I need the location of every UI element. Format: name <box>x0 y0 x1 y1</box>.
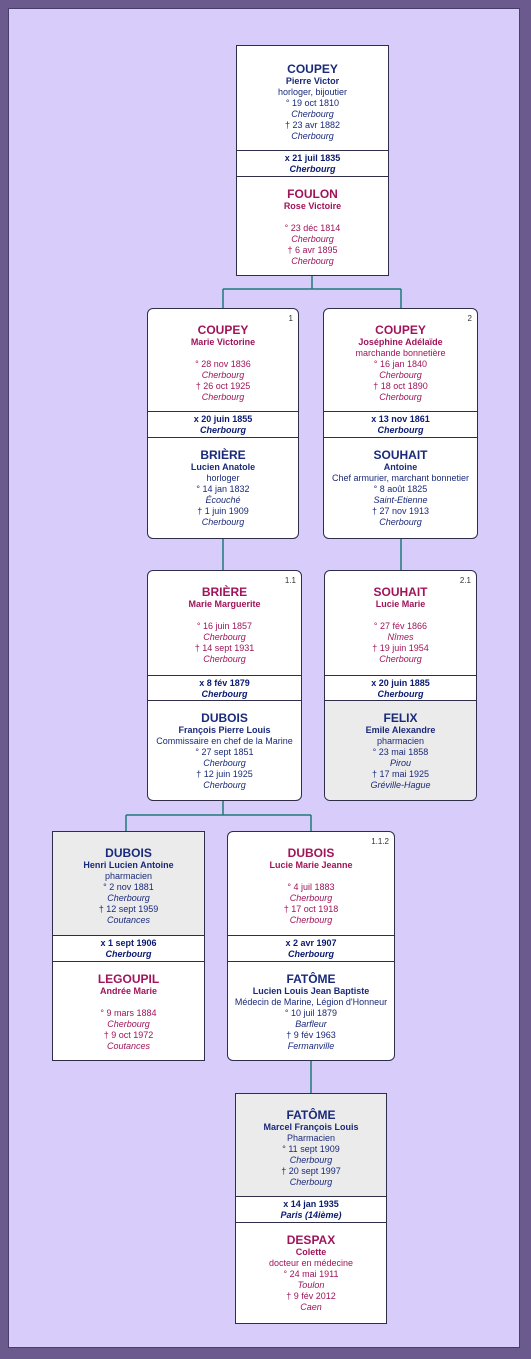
person-occupation <box>148 348 298 359</box>
spouse-birth-place: Cherbourg <box>203 758 246 768</box>
person-death-place: Cherbourg <box>291 131 334 141</box>
person-surname: COUPEY <box>197 323 249 337</box>
person-given-names: Marie Marguerite <box>188 599 261 609</box>
spouse-birth: ° 27 sept 1851 <box>195 747 254 757</box>
marriage-block <box>324 411 477 438</box>
person-birth: ° 4 juil 1883 <box>287 882 335 892</box>
spouse-block <box>53 962 204 1060</box>
spouse-given-names: Andrée Marie <box>99 986 158 996</box>
spouse-occupation: docteur en médecine <box>268 1258 354 1268</box>
spouse-occupation: horloger <box>206 473 240 483</box>
family-box-2-1[interactable] <box>324 570 477 801</box>
person-occupation <box>228 871 394 882</box>
family-box-1[interactable] <box>147 308 299 539</box>
person-death-place: Cherbourg <box>289 915 333 925</box>
marriage-date: x 8 fév 1879 <box>199 678 250 688</box>
spouse-death-place: Gréville-Hague <box>370 780 431 790</box>
descendant-number: 1.1 <box>284 576 296 585</box>
person-occupation <box>148 610 301 621</box>
marriage-date: x 1 sept 1906 <box>100 938 157 948</box>
spouse-block <box>148 701 301 800</box>
spouse-block <box>237 177 388 275</box>
spouse-given-names: François Pierre Louis <box>178 725 271 735</box>
marriage-block <box>237 150 388 177</box>
marriage-date: x 21 juil 1835 <box>284 153 341 163</box>
spouse-occupation: pharmacien <box>376 736 425 746</box>
person-birth-place: Cherbourg <box>107 893 150 903</box>
spouse-surname: FOULON <box>287 187 338 201</box>
person-death: † 17 oct 1918 <box>283 904 339 914</box>
spouse-surname: FELIX <box>383 711 418 725</box>
person-block <box>324 309 477 411</box>
spouse-birth: ° 24 mai 1911 <box>283 1269 339 1279</box>
person-birth: ° 27 fév 1866 <box>373 621 428 631</box>
person-block <box>228 832 394 935</box>
person-block <box>148 309 298 411</box>
family-box-0[interactable] <box>236 45 389 276</box>
person-death: † 18 oct 1890 <box>373 381 428 391</box>
person-death-place: Coutances <box>106 915 151 925</box>
spouse-birth-place: Cherbourg <box>107 1019 150 1029</box>
person-birth: ° 28 nov 1836 <box>195 359 251 369</box>
spouse-birth: ° 9 mars 1884 <box>100 1008 157 1018</box>
spouse-surname: DESPAX <box>286 1233 336 1247</box>
spouse-birth-place: Pirou <box>389 758 411 768</box>
marriage-date: x 13 nov 1861 <box>371 414 430 424</box>
person-block <box>148 571 301 675</box>
descendant-number: 2.1 <box>459 576 471 585</box>
spouse-birth-place: Toulon <box>297 1280 325 1290</box>
person-birth-place: Nîmes <box>387 632 414 642</box>
person-surname: BRIÈRE <box>201 585 248 599</box>
spouse-block <box>228 962 394 1060</box>
person-death: † 12 sept 1959 <box>98 904 159 914</box>
spouse-occupation <box>53 997 204 1008</box>
spouse-death: † 9 fév 1963 <box>286 1030 336 1040</box>
marriage-block <box>236 1196 386 1223</box>
spouse-death-place: Cherbourg <box>203 780 246 790</box>
spouse-birth-place: Saint-Etienne <box>373 495 428 505</box>
descendant-number: 2 <box>467 314 472 323</box>
person-birth-place: Cherbourg <box>201 370 245 380</box>
spouse-birth: ° 23 déc 1814 <box>284 223 341 233</box>
person-death: † 14 sept 1931 <box>194 643 255 653</box>
person-block <box>236 1094 386 1196</box>
person-occupation: horloger, bijoutier <box>277 87 348 97</box>
person-death-place: Cherbourg <box>201 392 245 402</box>
person-surname: DUBOIS <box>287 846 335 860</box>
spouse-surname: LEGOUPIL <box>97 972 160 986</box>
marriage-date: x 20 juin 1855 <box>193 414 253 424</box>
spouse-death: † 1 juin 1909 <box>197 506 249 516</box>
spouse-death: † 17 mai 1925 <box>371 769 430 779</box>
person-occupation: Pharmacien <box>286 1133 336 1143</box>
person-death: † 19 juin 1954 <box>372 643 429 653</box>
person-occupation: marchande bonnetière <box>355 348 446 358</box>
family-box-1-1-2-1[interactable] <box>235 1093 387 1324</box>
person-birth-place: Cherbourg <box>291 109 334 119</box>
spouse-death-place: Fermanville <box>287 1041 335 1051</box>
family-box-1-1-1[interactable] <box>52 831 205 1061</box>
spouse-birth: ° 10 juil 1879 <box>284 1008 338 1018</box>
marriage-date: x 14 jan 1935 <box>283 1199 339 1209</box>
marriage-place: Cherbourg <box>377 425 424 435</box>
person-birth: ° 19 oct 1810 <box>285 98 340 108</box>
descendant-number: 1 <box>288 314 293 323</box>
person-occupation <box>325 610 476 621</box>
spouse-death: † 9 oct 1972 <box>103 1030 154 1040</box>
spouse-given-names: Emile Alexandre <box>365 725 436 735</box>
spouse-occupation: Commissaire en chef de la Marine <box>156 736 293 746</box>
marriage-place: Paris (14ième) <box>280 1210 342 1220</box>
spouse-death-place: Cherbourg <box>201 517 245 527</box>
spouse-birth: ° 23 mai 1858 <box>372 747 429 757</box>
spouse-block <box>325 701 476 800</box>
spouse-birth: ° 8 août 1825 <box>373 484 428 494</box>
spouse-death: † 6 avr 1895 <box>287 245 338 255</box>
person-given-names: Joséphine Adélaïde <box>358 337 443 347</box>
spouse-given-names: Antoine <box>383 462 418 472</box>
person-death: † 23 avr 1882 <box>284 120 341 130</box>
connector-11-children <box>126 800 311 831</box>
spouse-given-names: Rose Victoire <box>283 201 342 211</box>
person-given-names: Lucie Marie <box>375 599 426 609</box>
spouse-death-place: Caen <box>300 1302 322 1312</box>
marriage-place: Cherbourg <box>201 689 248 699</box>
person-surname: COUPEY <box>375 323 426 337</box>
marriage-place: Cherbourg <box>288 949 334 959</box>
spouse-birth: ° 14 jan 1832 <box>196 484 250 494</box>
marriage-place: Cherbourg <box>377 689 424 699</box>
person-birth-place: Cherbourg <box>289 1155 333 1165</box>
person-death-place: Cherbourg <box>289 1177 333 1187</box>
spouse-occupation: Chef armurier, marchant bonnetier <box>331 473 470 483</box>
marriage-block <box>148 411 298 438</box>
person-death: † 26 oct 1925 <box>195 381 251 391</box>
spouse-surname: BRIÈRE <box>200 448 246 462</box>
person-given-names: Henri Lucien Antoine <box>83 860 174 870</box>
descendant-number: 1.1.2 <box>371 837 389 846</box>
person-given-names: Marie Victorine <box>190 337 256 347</box>
marriage-block <box>53 935 204 962</box>
person-surname: SOUHAIT <box>373 585 428 599</box>
spouse-block <box>324 438 477 538</box>
spouse-surname: SOUHAIT <box>373 448 428 462</box>
spouse-death: † 27 nov 1913 <box>371 506 430 516</box>
person-birth: ° 2 nov 1881 <box>103 882 154 892</box>
spouse-occupation <box>237 212 388 223</box>
person-surname: DUBOIS <box>105 846 152 860</box>
person-birth-place: Cherbourg <box>379 370 422 380</box>
marriage-place: Cherbourg <box>289 164 336 174</box>
marriage-place: Cherbourg <box>105 949 152 959</box>
spouse-birth-place: Barfleur <box>295 1019 327 1029</box>
spouse-surname: DUBOIS <box>201 711 248 725</box>
spouse-occupation: Médecin de Marine, Légion d'Honneur <box>234 997 388 1007</box>
spouse-block <box>236 1223 386 1323</box>
marriage-place: Cherbourg <box>200 425 246 435</box>
person-given-names: Pierre Victor <box>285 76 340 86</box>
marriage-block <box>148 675 301 701</box>
person-death-place: Cherbourg <box>379 654 422 664</box>
spouse-birth-place: Écouché <box>205 495 241 505</box>
person-birth: ° 16 jan 1840 <box>373 359 428 369</box>
family-box-2[interactable] <box>323 308 478 539</box>
person-block <box>325 571 476 675</box>
marriage-date: x 20 juin 1885 <box>371 678 430 688</box>
spouse-birth-place: Cherbourg <box>291 234 334 244</box>
spouse-surname: FATÔME <box>286 972 336 986</box>
person-surname: FATÔME <box>286 1108 336 1122</box>
person-birth-place: Cherbourg <box>203 632 246 642</box>
person-death-place: Cherbourg <box>203 654 246 664</box>
marriage-block <box>325 675 476 701</box>
person-death: † 20 sept 1997 <box>281 1166 341 1176</box>
marriage-block <box>228 935 394 962</box>
person-block <box>237 46 388 150</box>
marriage-date: x 2 avr 1907 <box>285 938 337 948</box>
person-birth: ° 16 juin 1857 <box>196 621 253 631</box>
spouse-death: † 9 fév 2012 <box>286 1291 336 1301</box>
connector-0-children <box>223 275 401 308</box>
family-box-1-1[interactable] <box>147 570 302 801</box>
spouse-death: † 12 juin 1925 <box>196 769 253 779</box>
person-occupation: pharmacien <box>104 871 153 881</box>
spouse-given-names: Colette <box>295 1247 327 1257</box>
person-surname: COUPEY <box>287 62 338 76</box>
spouse-death-place: Coutances <box>106 1041 151 1051</box>
family-box-1-1-2[interactable] <box>227 831 395 1061</box>
spouse-death-place: Cherbourg <box>291 256 334 266</box>
spouse-block <box>148 438 298 538</box>
spouse-given-names: Lucien Anatole <box>190 462 256 472</box>
spouse-death-place: Cherbourg <box>379 517 422 527</box>
person-death-place: Cherbourg <box>379 392 422 402</box>
person-birth: ° 11 sept 1909 <box>282 1144 340 1154</box>
person-given-names: Marcel François Louis <box>263 1122 359 1132</box>
spouse-given-names: Lucien Louis Jean Baptiste <box>252 986 370 996</box>
person-block <box>53 832 204 935</box>
person-birth-place: Cherbourg <box>289 893 333 903</box>
person-given-names: Lucie Marie Jeanne <box>269 860 353 870</box>
